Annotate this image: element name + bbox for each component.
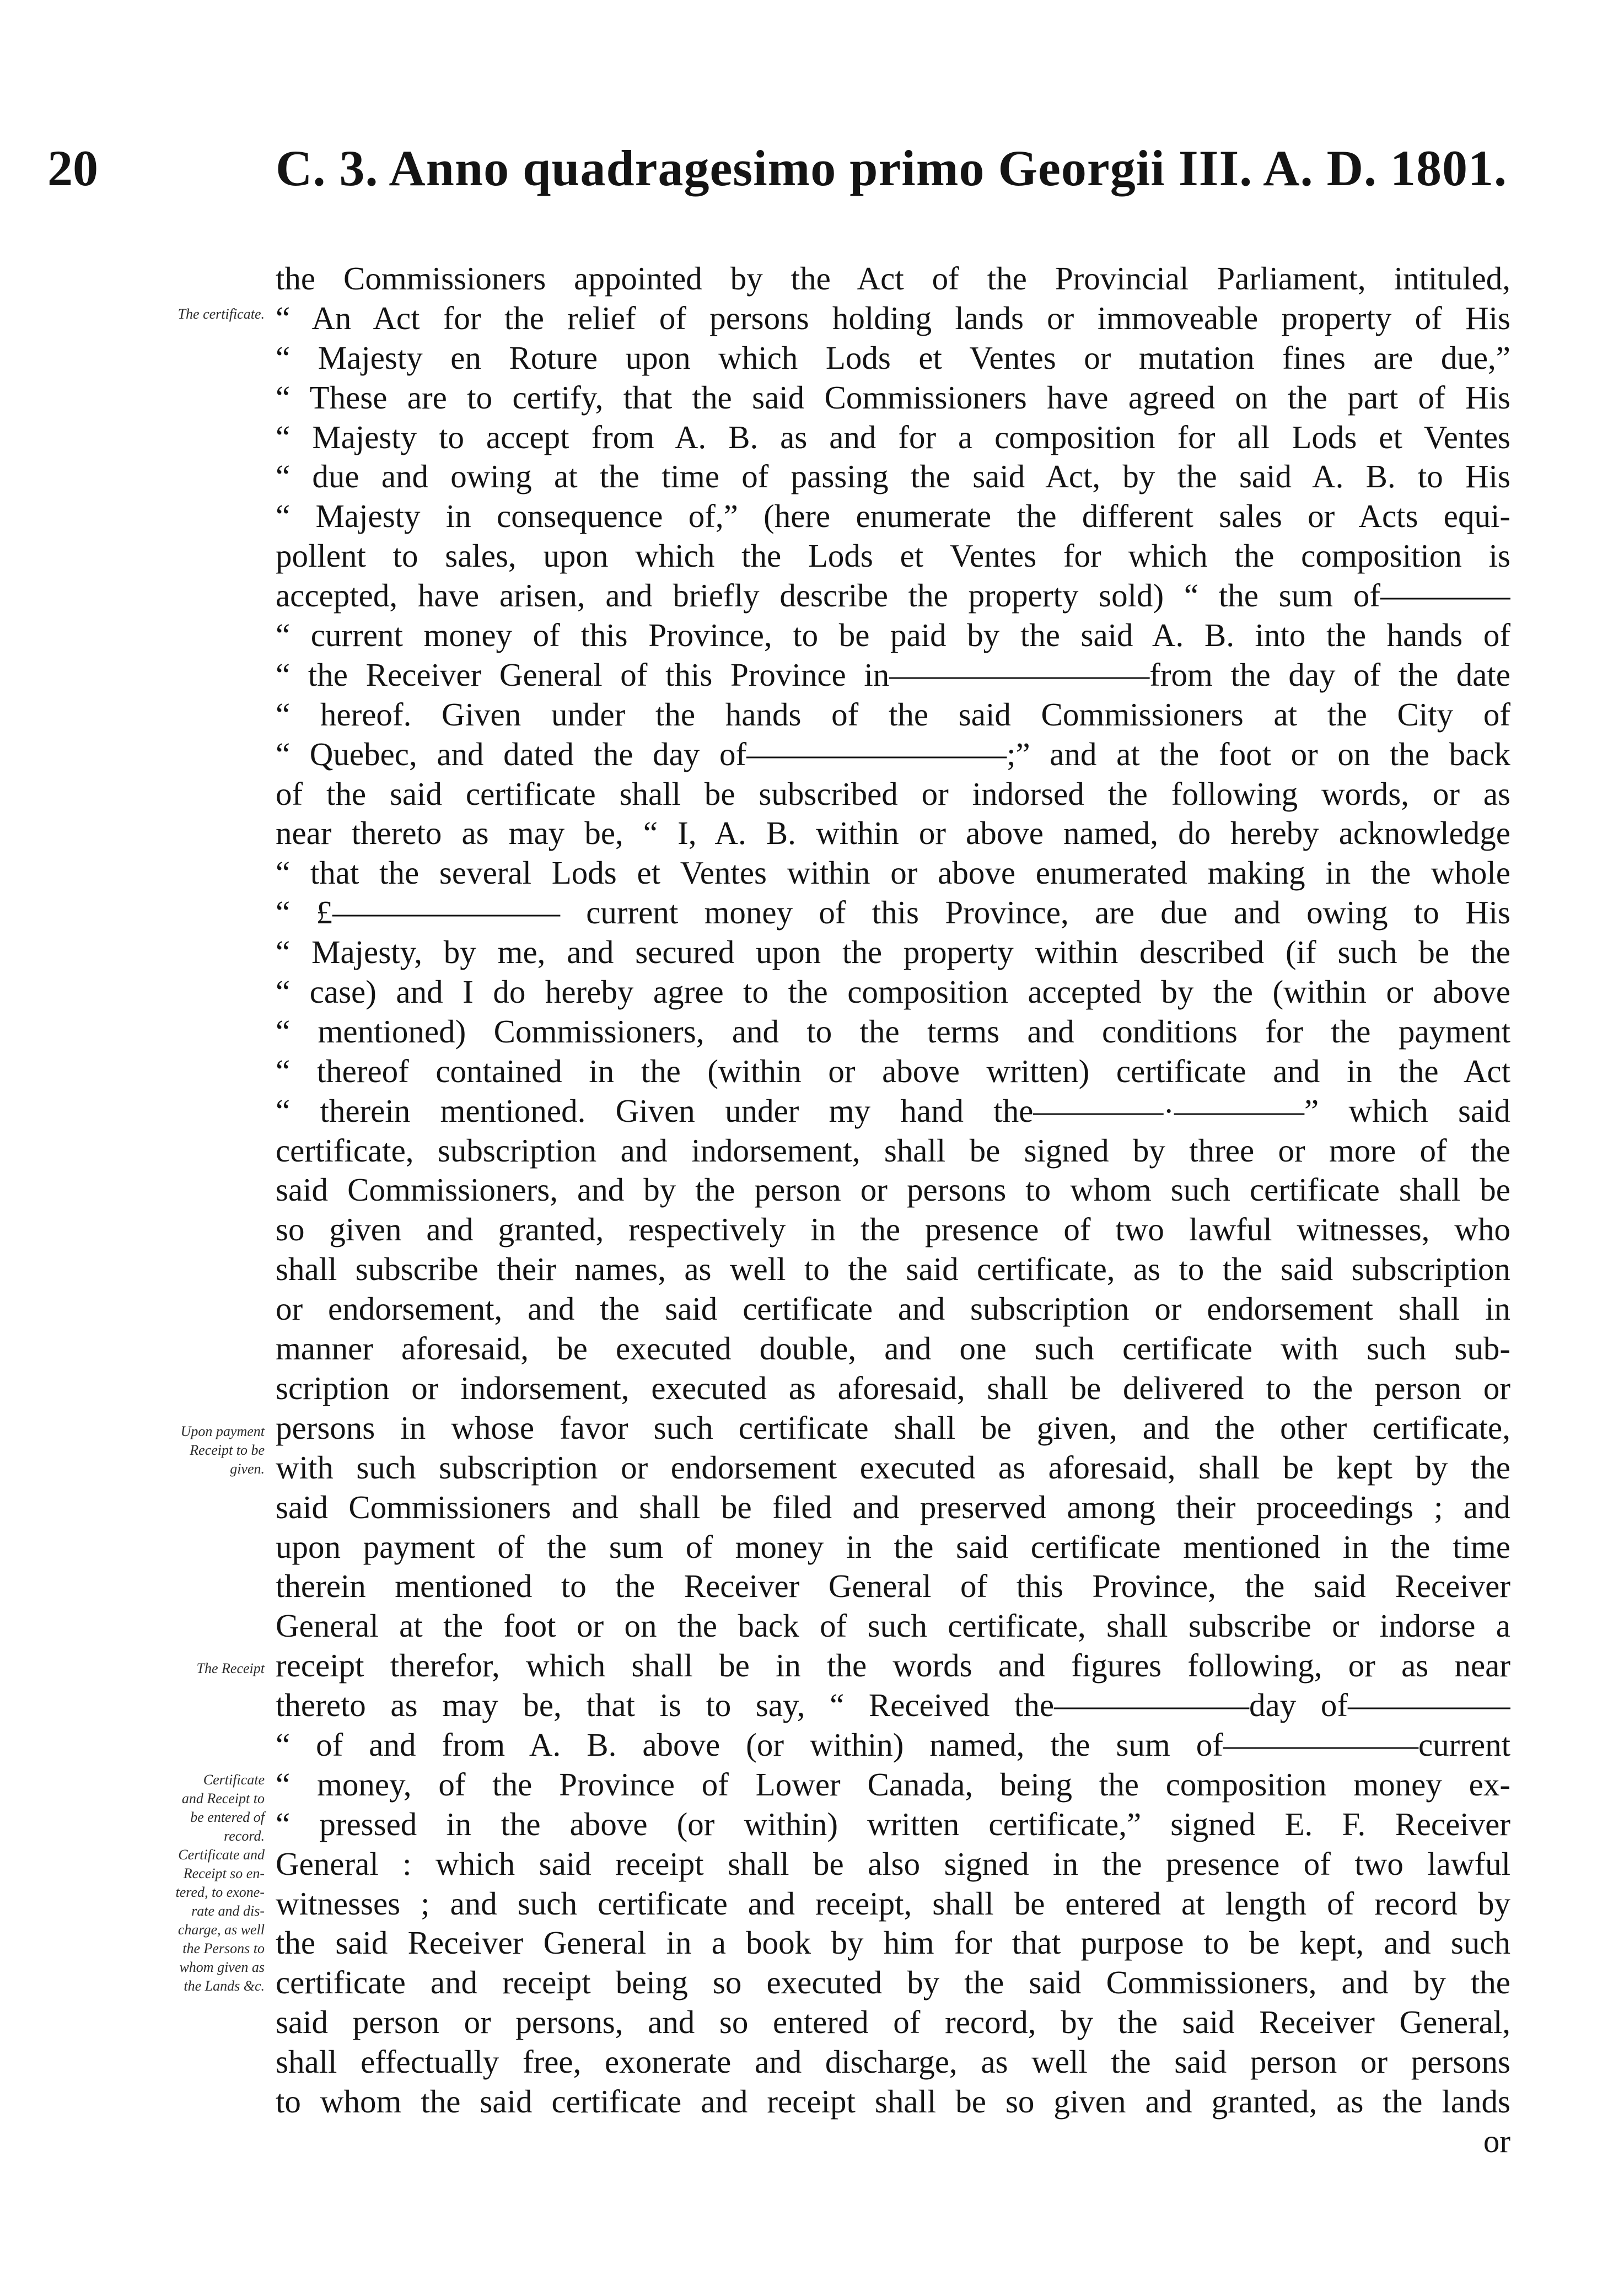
text-line: receipt therefor, which shall be in the words and figures following, or as near (276, 1647, 1510, 1684)
margin-note-line: and Receipt to (181, 1790, 265, 1806)
margin-note-receipt (83, 1659, 265, 1678)
text-line: “ Majesty in consequence of,” (here enumerate the different sales or Acts equi- (276, 498, 1510, 535)
text-line: “ Quebec, and dated the day of————————;” and at the foot or on the back (276, 735, 1510, 772)
margin-note-line: the Persons to (182, 1940, 265, 1956)
text-line: “ current money of this Province, to be paid by the said A. B. into the hands of (276, 617, 1510, 654)
text-line: said person or persons, and so entered of record, by the said Receiver General, (276, 2004, 1510, 2041)
margin-note-line: whom given as (179, 1959, 265, 1975)
text-line: so given and granted, respectively in the presence of two lawful witnesses, who (276, 1211, 1510, 1248)
text-line: of the said certificate shall be subscribed or indorsed the following words, or as (276, 775, 1510, 812)
text-line: the Commissioners appointed by the Act of the Provincial Parliament, intituled, (276, 260, 1510, 297)
text-line: or endorsement, and the said certificate and subscription or endorsement shall in (276, 1290, 1510, 1327)
margin-note-line: The Receipt (196, 1660, 265, 1676)
text-line: “ An Act for the relief of persons holding lands or immoveable property of His (276, 299, 1510, 336)
text-line: “ Majesty to accept from A. B. as and for a composition for all Lods et Ventes (276, 418, 1510, 455)
text-line: manner aforesaid, be executed double, and one such certificate with such sub- (276, 1330, 1510, 1367)
text-line: scription or indorsement, executed as aforesaid, shall be delivered to the person or (276, 1369, 1510, 1406)
text-line: “ Majesty en Roture upon which Lods et Ventes or mutation fines are due,” (276, 339, 1510, 376)
text-line: General at the foot or on the back of such certificate, shall subscribe or indorse a (276, 1607, 1510, 1644)
text-line: accepted, have arisen, and briefly describe the property sold) “ the sum of———— (276, 577, 1510, 614)
margin-note-line: charge, as well (178, 1922, 265, 1938)
text-line: “ mentioned) Commissioners, and to the terms and conditions for the payment (276, 1013, 1510, 1050)
text-line: therein mentioned to the Receiver General of this Province, the said Receiver (276, 1568, 1510, 1605)
text-line: General : which said receipt shall be also signed in the presence of two lawful (276, 1845, 1510, 1882)
margin-note-line: Certificate and (178, 1847, 265, 1863)
text-line: “ due and owing at the time of passing the said Act, by the said A. B. to His (276, 458, 1510, 495)
margin-note-line: Receipt to be (190, 1442, 265, 1458)
text-line: with such subscription or endorsement executed as aforesaid, shall be kept by the (276, 1449, 1510, 1486)
text-line: shall effectually free, exonerate and discharge, as well the said person or persons (276, 2043, 1510, 2080)
text-line: “ pressed in the above (or within) written certificate,” signed E. F. Receiver (276, 1805, 1510, 1842)
margin-note-line: given. (230, 1461, 265, 1477)
margin-note-certificate (83, 305, 265, 324)
text-line: said Commissioners and shall be filed and preserved among their proceedings ; and (276, 1488, 1510, 1525)
margin-note-line: The certificate. (178, 306, 265, 322)
text-line: “ hereof. Given under the hands of the said Commissioners at the City of (276, 696, 1510, 733)
text-line: shall subscribe their names, as well to the said certificate, as to the said subscription (276, 1251, 1510, 1288)
running-title: C. 3. Anno quadragesimo primo Georgii III. A. D. 1801. (276, 140, 1508, 196)
text-line: persons in whose favor such certificate shall be given, and the other certificate, (276, 1409, 1510, 1446)
text-line: witnesses ; and such certificate and receipt, shall be entered at length of record by (276, 1885, 1510, 1922)
text-line: “ money, of the Province of Lower Canada, being the composition money ex- (276, 1766, 1510, 1803)
margin-note-line: rate and dis- (191, 1903, 265, 1919)
margin-note-line: Certificate (203, 1772, 265, 1788)
text-line: “ Majesty, by me, and secured upon the property within described (if such be the (276, 934, 1510, 971)
text-line: certificate, subscription and indorsement, shall be signed by three or more of the (276, 1132, 1510, 1169)
text-line: “ These are to certify, that the said Commissioners have agreed on the part of His (276, 379, 1510, 416)
text-line: “ the Receiver General of this Province in————————from the day of the date (276, 656, 1510, 693)
text-line: said Commissioners, and by the person or persons to whom such certificate shall be (276, 1171, 1510, 1208)
text-line: to whom the said certificate and receipt shall be so given and granted, as the lands (276, 2083, 1510, 2120)
margin-note-line: record. (224, 1828, 265, 1844)
margin-note-line: Upon payment (180, 1423, 265, 1439)
text-line: “ case) and I do hereby agree to the composition accepted by the (within or above (276, 974, 1510, 1010)
text-line: upon payment of the sum of money in the said certificate mentioned in the time (276, 1528, 1510, 1565)
page-number: 20 (47, 140, 98, 196)
text-line: the said Receiver General in a book by him for that purpose to be kept, and such (276, 1924, 1510, 1961)
body-text (276, 259, 1510, 2161)
margin-note-line: tered, to exone- (175, 1884, 265, 1900)
text-line: certificate and receipt being so executed by the said Commissioners, and by the (276, 1964, 1510, 2001)
margin-note-certificate-entered (83, 1771, 265, 1996)
text-line: “ that the several Lods et Ventes within or above enumerated making in the whole (276, 854, 1510, 891)
text-line: “ thereof contained in the (within or above written) certificate and in the Act (276, 1052, 1510, 1089)
margin-note-upon-payment (83, 1422, 265, 1478)
margin-note-line: the Lands &c. (184, 1978, 265, 1994)
text-line: near thereto as may be, “ I, A. B. within or above named, do hereby acknowledge (276, 815, 1510, 852)
catchword: or (1483, 2122, 1510, 2159)
text-line: “ of and from A. B. above (or within) named, the sum of——————current (276, 1726, 1510, 1763)
text-line: thereto as may be, that is to say, “ Received the——————day of————— (276, 1687, 1510, 1724)
margin-note-line: Receipt so en- (183, 1865, 265, 1881)
text-line: “ £——————— current money of this Province, are due and owing to His (276, 894, 1510, 931)
margin-note-line: be entered of (190, 1809, 265, 1825)
text-line: “ therein mentioned. Given under my hand the————·————” which said (276, 1092, 1510, 1129)
text-line: pollent to sales, upon which the Lods et Ventes for which the composition is (276, 537, 1510, 574)
